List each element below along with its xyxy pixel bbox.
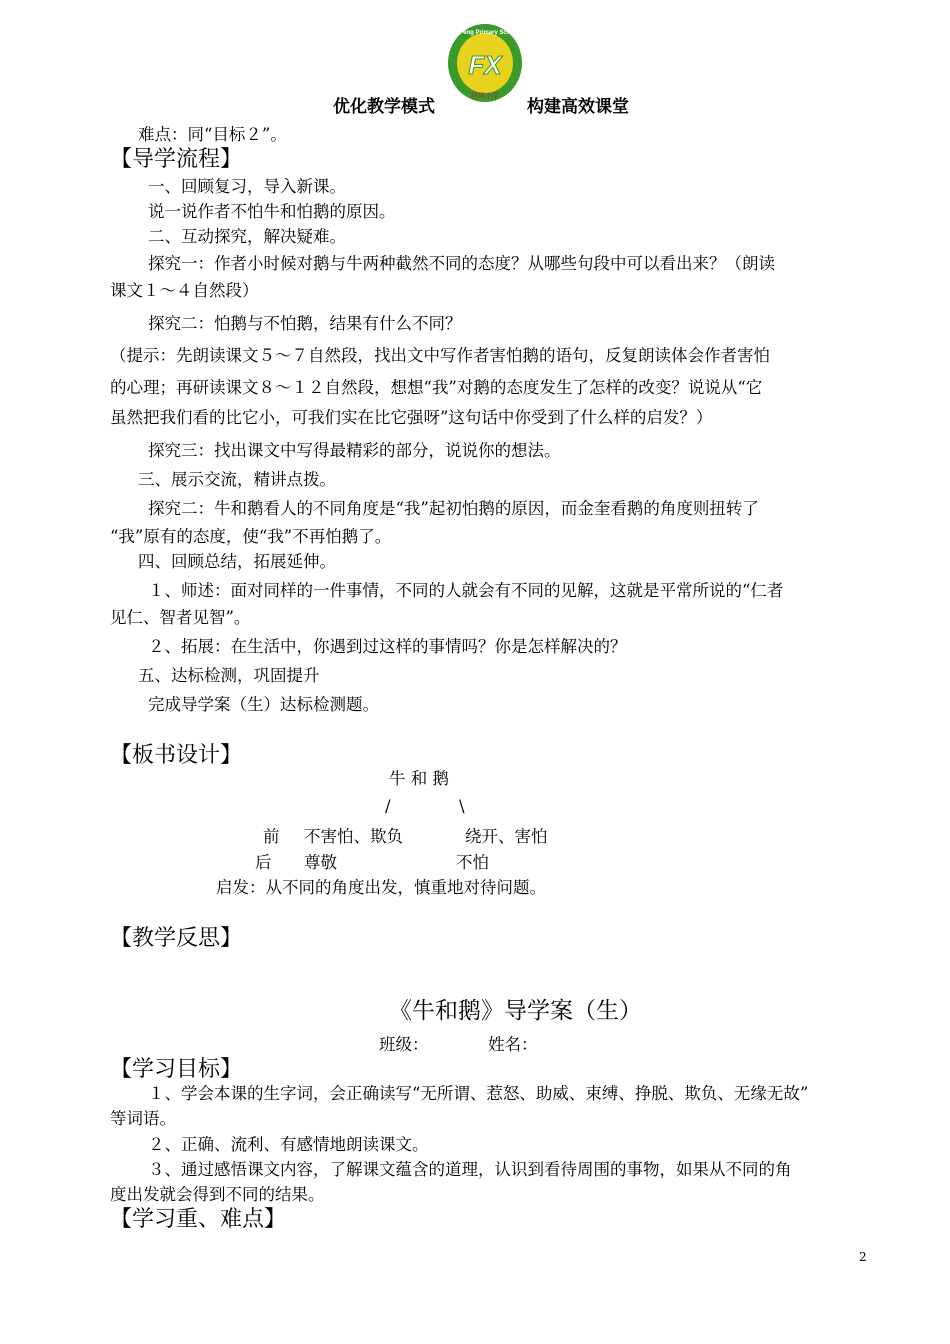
page-number: 2 bbox=[859, 1250, 867, 1264]
flow-line: 课文１～４自然段） bbox=[110, 281, 259, 300]
section-heading-flow: 【导学流程】 bbox=[110, 147, 243, 172]
header-right-slogan: 构建高效课堂 bbox=[527, 97, 629, 117]
flow-line: 探究三：找出课文中写得最精彩的部分，说说你的想法。 bbox=[148, 441, 561, 460]
goal-line: 度出发就会得到不同的结果。 bbox=[110, 1185, 325, 1204]
difficulty-line: 难点：同“目标２”。 bbox=[138, 125, 287, 144]
board-title: 牛 和 鹅 bbox=[389, 769, 449, 788]
board-slash-right: \ bbox=[459, 797, 465, 816]
class-label: 班级： bbox=[379, 1035, 429, 1054]
board-before-left: 不害怕、欺负 bbox=[304, 827, 403, 846]
flow-line: 四、回顾总结，拓展延伸。 bbox=[138, 552, 336, 571]
flow-line: 探究二：牛和鹅看人的不同角度是“我”起初怕鹅的原因，而金奎看鹅的角度则扭转了 bbox=[148, 499, 759, 518]
section-heading-key-points: 【学习重、难点】 bbox=[110, 1207, 287, 1232]
flow-line: １、师述：面对同样的一件事情，不同的人就会有不同的见解，这就是平常所说的“仁者 bbox=[148, 581, 784, 600]
flow-line: 的心理；再研读课文８～１２自然段，想想“我”对鹅的态度发生了怎样的改变？说说从“它 bbox=[110, 378, 763, 397]
flow-line: 探究二：怕鹅与不怕鹅，结果有什么不同？ bbox=[148, 314, 462, 333]
flow-line: 五、达标检测，巩固提升 bbox=[138, 666, 320, 685]
goal-line: １、学会本课的生字词，会正确读写“无所谓、惹怒、助威、束缚、挣脱、欺负、无缘无故” bbox=[148, 1084, 809, 1103]
flow-line: 虽然把我们看的比它小，可我们实在比它强呀”这句话中你受到了什么样的启发？） bbox=[110, 408, 713, 427]
school-logo bbox=[446, 22, 524, 104]
goal-line: ２、正确、流利、有感情地朗读课文。 bbox=[148, 1135, 429, 1154]
logo-chinese-text: 扶风小学 bbox=[471, 92, 499, 100]
goal-line: 等词语。 bbox=[110, 1109, 176, 1128]
flow-line: 一、回顾复习，导入新课。 bbox=[148, 177, 346, 196]
logo-letters: FX bbox=[468, 50, 502, 80]
flow-line: 说一说作者不怕牛和怕鹅的原因。 bbox=[148, 202, 396, 221]
board-before-label: 前 bbox=[263, 827, 280, 846]
board-after-right: 不怕 bbox=[456, 853, 489, 872]
flow-line: “我”原有的态度，使“我”不再怕鹅了。 bbox=[110, 527, 392, 546]
student-plan-title: 《牛和鹅》导学案（生） bbox=[389, 998, 642, 1024]
flow-line: 探究一：作者小时候对鹅与牛两种截然不同的态度？从哪些句段中可以看出来？（朗读 bbox=[148, 254, 775, 273]
header-left-slogan: 优化教学模式 bbox=[333, 97, 435, 117]
flow-line: 三、展示交流，精讲点拨。 bbox=[138, 470, 336, 489]
logo-english-text: Fu Feng Primary School bbox=[450, 30, 520, 36]
section-heading-goals: 【学习目标】 bbox=[110, 1057, 243, 1082]
board-before-right: 绕开、害怕 bbox=[465, 827, 548, 846]
flow-line: 二、互动探究，解决疑难。 bbox=[148, 227, 346, 246]
flow-line: 见仁、智者见智”。 bbox=[110, 608, 251, 627]
name-label: 姓名： bbox=[488, 1035, 538, 1054]
flow-line: （提示：先朗读课文５～７自然段，找出文中写作者害怕鹅的语句，反复朗读体会作者害怕 bbox=[110, 346, 770, 365]
section-heading-board: 【板书设计】 bbox=[110, 743, 243, 768]
flow-line: ２、拓展：在生活中，你遇到过这样的事情吗？你是怎样解决的？ bbox=[148, 637, 627, 656]
board-after-label: 后 bbox=[255, 853, 272, 872]
goal-line: ３、通过感悟课文内容，了解课文蕴含的道理，认识到看待周围的事物，如果从不同的角 bbox=[148, 1160, 792, 1179]
board-after-left: 尊敬 bbox=[304, 853, 337, 872]
board-insight: 启发：从不同的角度出发，慎重地对待问题。 bbox=[216, 878, 546, 897]
section-heading-reflection: 【教学反思】 bbox=[110, 926, 243, 951]
flow-line: 完成导学案（生）达标检测题。 bbox=[148, 695, 379, 714]
board-slash-left: / bbox=[385, 797, 391, 816]
